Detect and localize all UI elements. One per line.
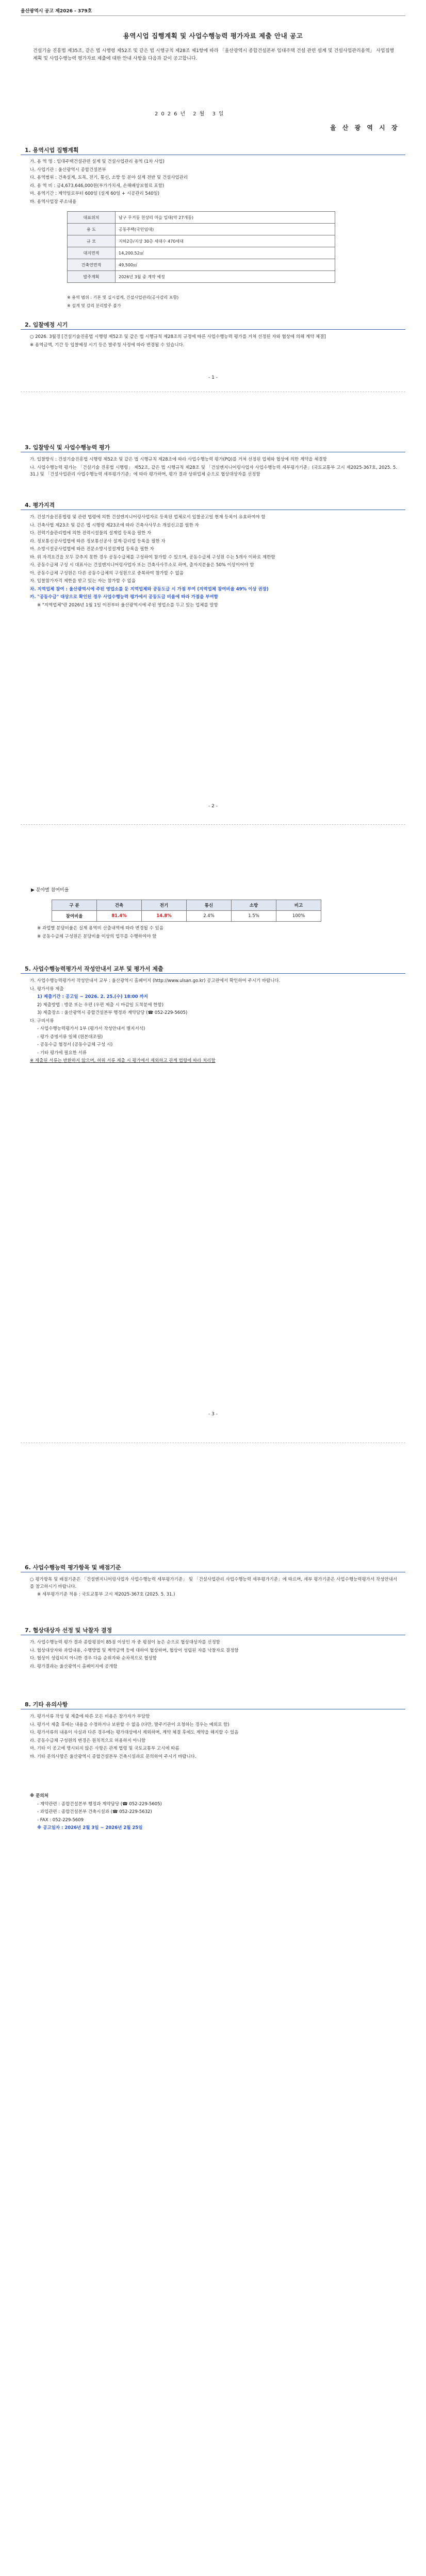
list-item: 아. 공동수급체 구성원은 다른 공동수급체의 구성원으로 중복하여 참가할 수 없음 — [30, 570, 184, 576]
section-5-title: 5. 사업수행능력평가서 작성안내서 교부 및 평가서 제출 — [25, 965, 163, 972]
table-cell: 통신 — [187, 900, 232, 911]
list-item: 나. 건축사법 제23조 및 같은 법 시행령 제23조에 따라 건축사사무소 개설신고를 필한 자 — [30, 522, 199, 528]
list-item: - FAX : 052-229-5609 — [37, 1817, 84, 1823]
table-row — [68, 259, 335, 271]
list-item: 가. 입찰방식 : 건설기술진흥법 시행령 제52조 및 같은 법 시행규칙 제28조에 따라 사업수행능력 평가(PQ)를 거쳐 선정된 업체와 협상에 의한 계약을 체결함 — [30, 457, 327, 462]
list-item: 마. 소방시설공사업법에 따른 전문소방시설설계업 등록을 필한 자 — [30, 547, 154, 552]
section-8-title: 8. 기타 유의사항 — [25, 1701, 68, 1708]
section-3-title: 3. 입찰방식 및 사업수행능력 평가 — [25, 444, 110, 451]
notice-number: 울산광역시 공고 제2026 - 379호 — [21, 9, 92, 14]
list-item: ○ 평가항목 및 배점기준은 「건설엔지니어링사업자 사업수행능력 세부평가기준」 및 「건설사업관리 사업수행능력 세부평가기준」에 따르며, 세부 평가기준은 사업수행능력평가서 작성안내서를 참고하시기 바랍니다. — [30, 1577, 397, 1589]
list-item: 나. 평가서류 제출 — [30, 986, 64, 992]
section-divider — [21, 973, 405, 974]
list-item: 바. 용역사업장 주소내용 — [30, 199, 77, 205]
section-4-items — [30, 514, 397, 610]
list-item: 라. 용 역 비 : 금4,673,646,000원(부가가치세, 손해배상보험료 포함) — [30, 183, 165, 189]
page-number: - 3 - — [208, 1412, 218, 1417]
list-item: 나. 협상대상자와 과업내용, 수행방법 및 계약금액 등에 대하여 협상하며, 협상이 성립된 자를 낙찰자로 결정함 — [30, 1648, 239, 1653]
list-item: 다. 협상이 성립되지 아니한 경우 다음 순위자와 순차적으로 협상함 — [30, 1656, 157, 1661]
table-row — [52, 900, 321, 911]
list-item: - 공동수급 협정서 (공동수급체 구성 시) — [37, 1042, 113, 1047]
page-separator — [21, 824, 405, 825]
list-item: 1) 제출기간 : 공고일 ~ 2026. 2. 25.(수) 18:00 까지 — [37, 994, 148, 999]
table-value: 남구 무거동 천상리 마을 일대(약 27개동) — [116, 212, 335, 224]
list-item: - 과업관련 : 종합건설본부 건축시설과 (☎ 052-229-5632) — [37, 1809, 152, 1815]
section-2-title: 2. 입찰예정 시기 — [25, 321, 68, 328]
table-row — [68, 235, 335, 247]
list-item: 차. 지역업체 참여 : 울산광역시에 주된 영업소를 둔 지역업체와 공동도급 시 가점 부여 (지역업체 참여비율 49% 이상 권장) — [30, 586, 269, 592]
list-item: ※ 과업별 분담비율은 실제 용역비 산출내역에 따라 변경될 수 있음 — [37, 926, 163, 931]
list-item: ※ 공고일자 : 2026년 2월 3일 ~ 2026년 2월 25일 — [37, 1825, 143, 1831]
section-8-items — [30, 1714, 397, 1761]
table-cell: 전기 — [142, 900, 187, 911]
table-row — [68, 224, 335, 235]
list-item: 사. 공동수급체 구성 시 대표사는 건설엔지니어링사업자 또는 건축사사무소로 하며, 출자지분율은 50% 이상이어야 함 — [30, 563, 254, 568]
list-item: 가. 사업수행능력평가서 작성안내서 교부 : 울산광역시 홈페이지 (http://www.ulsan.go.kr) 공고란에서 확인하여 주시기 바랍니다. — [30, 978, 281, 984]
table-cell: 100% — [276, 911, 321, 922]
section-5-items — [30, 978, 397, 1066]
list-item: 다. 전력기술관리법에 의한 전력시설물의 설계업 등록을 필한 자 — [30, 531, 152, 536]
list-item: 라. 공동수급체 구성원의 변경은 원칙적으로 허용하지 아니함 — [30, 1738, 146, 1743]
scope-note: ※ 용역 범위 : 기본 및 실시설계, 건설사업관리(공사감리 포함) — [67, 295, 179, 300]
list-item: 라. 평가결과는 울산광역시 홈페이지에 공개함 — [30, 1664, 118, 1669]
table-value: 49,500㎡ — [116, 259, 335, 271]
section-1-title: 1. 용역시업 집행계획 — [25, 147, 79, 154]
notice-date: 2026년 2월 3일 — [155, 111, 227, 117]
contact-title: ※ 문의처 — [30, 1793, 48, 1799]
list-item: ※ 용역금액, 기간 등 입찰예정 시기 등은 발주청 사정에 따라 변경될 수 있습니다. — [30, 342, 185, 348]
list-item: 나. 사업수행능력 평가는 「건설기술 진흥법 시행령」 제52조, 같은 법 시행규칙 제28조 및 「건설엔지니어링사업자 사업수행능력 세부평가기준」(국토교통부 고시 제2025-367호, 2025. 5. 31.) 및 「건설사업관리 사업수행능력 세부평가기준」에 따라 평가하며, 평가 결과 상위업체 순으로 협상대상자를 선정함 — [30, 465, 397, 477]
list-item: ※ 공동수급체 구성원은 분담비율 이상의 업무를 수행하여야 함 — [37, 934, 157, 939]
section-4-title: 4. 평가지격 — [25, 502, 55, 509]
table-value: 공동주택(국민임대) — [116, 224, 335, 235]
page-title: 용역시업 집행계획 및 사업수행능력 평가자료 제출 안내 공고 — [123, 32, 303, 40]
table-cell: 참여비율 — [52, 911, 97, 922]
table-cell: 건축 — [97, 900, 142, 911]
table-cell: 1.5% — [232, 911, 276, 922]
table-row — [68, 271, 335, 283]
table-row — [68, 247, 335, 259]
issuing-organization: 울 산 광 역 시 장 — [330, 124, 400, 131]
table-key: 대지면적 — [68, 247, 116, 259]
page-number: - 1 - — [208, 375, 218, 380]
table-row — [52, 911, 321, 922]
contact-block — [30, 1793, 397, 1833]
table-cell: 구 분 — [52, 900, 97, 911]
list-item: - 평가 증빙서류 일체 (원본대조필) — [37, 1034, 103, 1040]
table-key: 대표위치 — [68, 212, 116, 224]
section-2-items — [30, 334, 397, 350]
list-item: 라. 정보통신공사업법에 따른 정보통신공사 설계·감리업 등록을 필한 자 — [30, 538, 166, 544]
ratio-table — [52, 900, 321, 922]
list-item: ○ 2026. 3월경 [건설기술진흥법 시행령 제52조 및 같은 법 시행규칙 제28조의 규정에 따른 사업수행능력 평가를 거쳐 선정된 자와 협상에 의해 계약 체결] — [30, 334, 326, 340]
section-3-items — [30, 456, 397, 480]
table-cell: 14.8% — [142, 911, 187, 922]
list-item: 마. 기타 이 공고에 명시되지 않은 사항은 관계 법령 및 국토교통부 고시에 따름 — [30, 1746, 179, 1751]
list-item: 가. 평가서류 작성 및 제출에 따른 모든 비용은 참가자가 부담함 — [30, 1714, 150, 1719]
list-item: ※ 세부평가기준 적용 : 국토교통부 고시 제2025-367호 (2025. 5. 31.) — [37, 1592, 175, 1597]
section-7-items — [30, 1639, 397, 1671]
list-item: 다. 용역범위 : 건축설계, 토목, 전기, 통신, 소방 등 분야 설계 전반 및 건설사업관리 — [30, 175, 188, 180]
table-value: 지하2층/지상 30층 세대수 470세대 — [116, 235, 335, 247]
list-item: 가. 건설기술진흥법령 및 관련 법령에 의한 건설엔지니어링사업자로 등록된 업체로서 입찰공고일 현재 등록이 유효하여야 함 — [30, 515, 266, 520]
table-cell: 소방 — [232, 900, 276, 911]
ratio-table-title: ▶ 분야별 참여비율 — [31, 888, 69, 893]
section-7-title: 7. 협상대상자 선정 및 낙찰자 결정 — [25, 1627, 112, 1634]
table-key: 건축연면적 — [68, 259, 116, 271]
list-item: - 기타 평가에 필요한 서류 — [37, 1050, 87, 1056]
intro-paragraph: 건설기술 진흥법 제35조, 같은 법 시행령 제52조 및 같은 법 시행규칙 제28조 제1항에 따라 「울산광역시 종합건설본부 임대주택 건설 관련 설계 및 건설사업관리용역」 사업집행계획 및 사업수행능력 평가자료 제출에 대한 안내 사항을 다음과 같이 공고합니다. — [33, 48, 394, 61]
section-1-items — [30, 159, 397, 207]
table-key: 용 도 — [68, 224, 116, 235]
list-item: 바. 위 자격요건을 모두 갖추지 못한 경우 공동수급체를 구성하여 참가할 수 있으며, 공동수급체 구성원 수는 5개사 이하로 제한함 — [30, 554, 275, 560]
table-value: 2026년 3월 중 계약 예정 — [116, 271, 335, 283]
list-item: 바. 기타 문의사항은 울산광역시 종합건설본부 건축시설과로 문의하여 주시기 바랍니다. — [30, 1754, 196, 1759]
divider — [21, 15, 405, 16]
table-key: 발주계획 — [68, 271, 116, 283]
page-number: - 2 - — [208, 804, 218, 809]
table-cell: 81.4% — [97, 911, 142, 922]
list-item: - 사업수행능력평가서 1부 (평가서 작성안내서 별지서식) — [37, 1026, 145, 1031]
list-item: 마. 용역기간 : 계약일로부터 600일 (설계 60일 + 시공관리 540일) — [30, 191, 160, 196]
section-6-items — [30, 1577, 397, 1600]
list-item: 카. "공동수급" 대상으로 확인된 경우 사업수행능력 평가에서 공동도급 비율에 따라 가점을 부여함 — [30, 595, 218, 600]
list-item: 다. 구비서류 — [30, 1018, 54, 1024]
list-item: 다. 평가서류의 내용이 사실과 다른 경우에는 평가대상에서 제외하며, 계약 체결 후에도 계약을 해지할 수 있음 — [30, 1730, 239, 1735]
project-info-table — [67, 211, 335, 283]
ratio-notes — [30, 925, 397, 941]
section-6-title: 6. 사업수행능력 평가항목 및 배점기준 — [25, 1564, 121, 1571]
list-item: 3) 제출장소 : 울산광역시 종합건설본부 행정과 계약담당 (☎ 052-229-5605) — [37, 1010, 188, 1015]
section-divider — [21, 329, 405, 330]
list-item: 나. 사업기관 : 울산광역시 종합건설본부 — [30, 167, 106, 173]
scope-note: ※ 설계 및 감리 분리발주 불가 — [67, 303, 121, 308]
list-item: 자. 입찰참가자격 제한을 받고 있는 자는 참가할 수 없음 — [30, 579, 136, 584]
list-item: 가. 용 역 명 : 임대주택건설관련 설계 및 건설사업관리 용역 (1차 사업) — [30, 159, 165, 164]
table-key: 규 모 — [68, 235, 116, 247]
list-item: ※ 제출된 서류는 반환하지 않으며, 허위 서류 제출 시 평가에서 제외하고 관계 법령에 따라 처리함 — [30, 1058, 216, 1063]
table-value: 14,200.52㎡ — [116, 247, 335, 259]
list-item: 2) 제출방법 : 방문 또는 우편 (우편 제출 시 마감일 도착분에 한함) — [37, 1002, 164, 1008]
table-cell: 2.4% — [187, 911, 232, 922]
list-item: 나. 평가서 제출 후에는 내용을 수정하거나 보완할 수 없음 (다만, 발주기관이 요청하는 경우는 예외로 함) — [30, 1722, 230, 1727]
table-row — [68, 212, 335, 224]
list-item: 가. 사업수행능력 평가 결과 종합평점이 85점 이상인 자 중 평점이 높은 순으로 협상대상자를 선정함 — [30, 1640, 220, 1645]
table-cell: 비고 — [276, 900, 321, 911]
list-item: ※ "지역업체"란 2026년 1월 1일 이전부터 울산광역시에 주된 영업소를 두고 있는 업체를 말함 — [37, 602, 218, 608]
list-item: - 계약관련 : 종합건설본부 행정과 계약담당 (☎ 052-229-5605) — [37, 1801, 162, 1807]
